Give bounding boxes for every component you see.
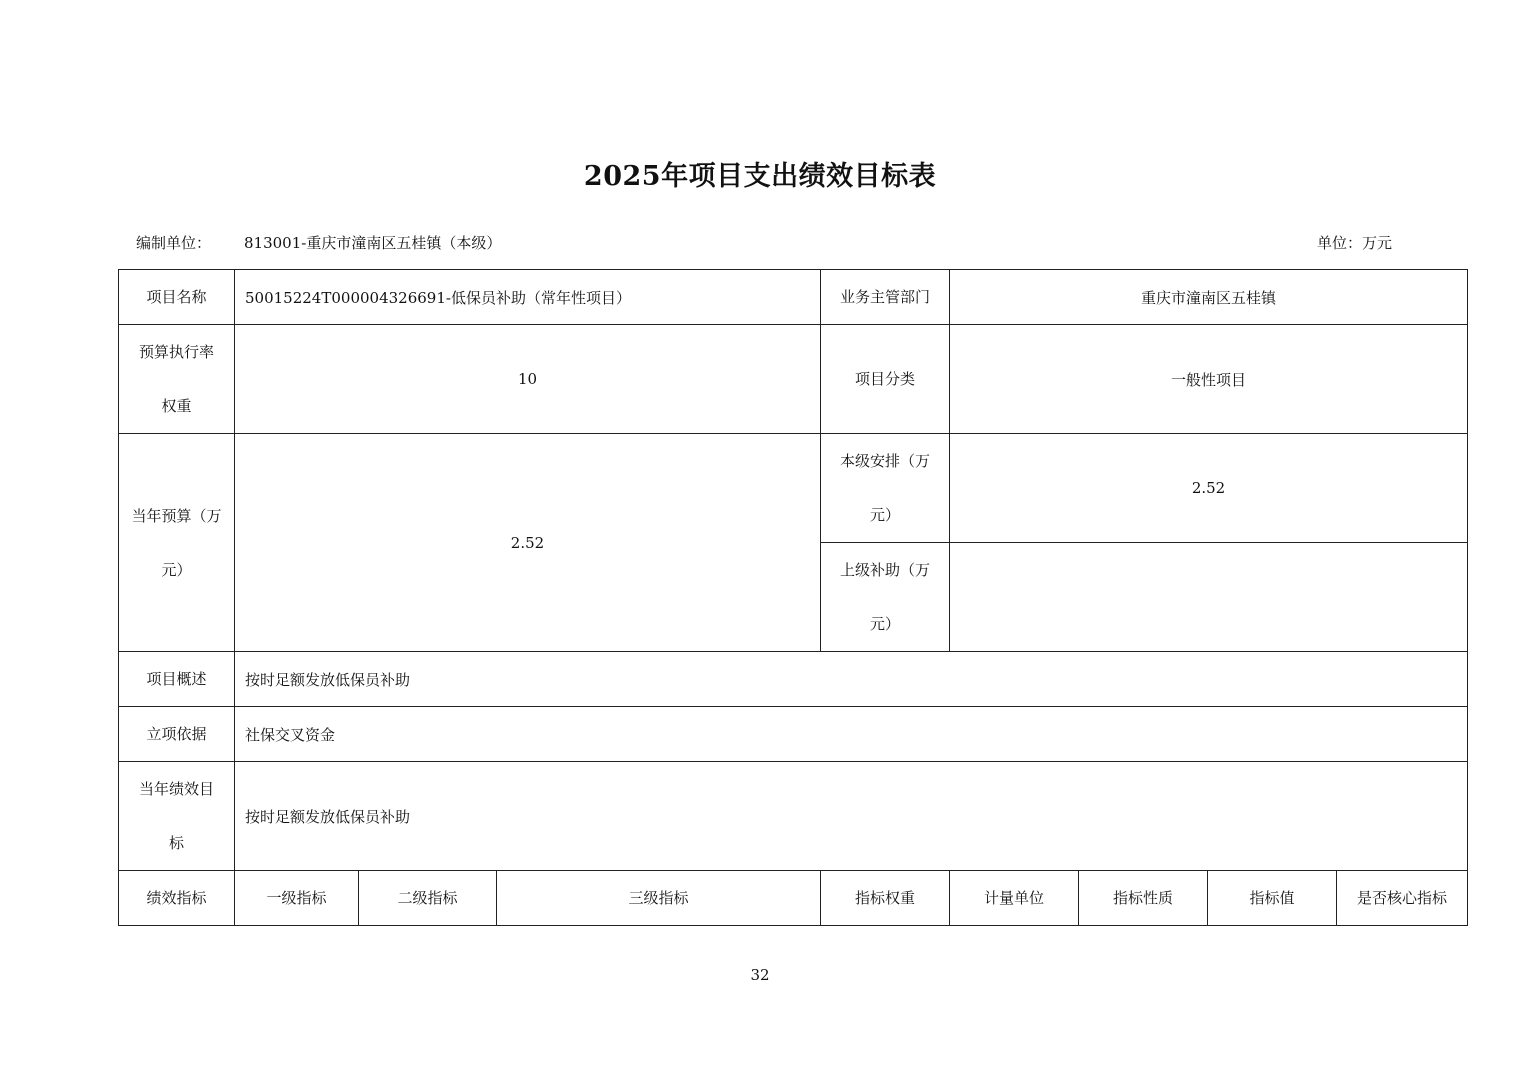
project-overview-value: 按时足额发放低保员补助	[235, 652, 1468, 707]
annual-goal-label-line-2: 标	[168, 834, 184, 852]
currency-unit-label: 单位：万元	[1316, 234, 1392, 252]
project-overview-label: 项目概述	[119, 652, 235, 707]
unit-name: 813001-重庆市潼南区五桂镇（本级）	[244, 234, 502, 252]
project-basis-value: 社保交叉资金	[235, 707, 1468, 762]
exec-rate-weight-label	[119, 325, 235, 434]
page-title: 2025年项目支出绩效目标表	[583, 161, 937, 192]
annual-goal-label	[119, 762, 235, 871]
exec-rate-weight-value: 10	[235, 325, 821, 434]
table-row	[119, 325, 1468, 434]
annual-budget-label-line-1: 当年预算（万	[131, 506, 222, 525]
unit-label: 编制单位：	[136, 234, 212, 252]
upper-subsidy-label-line-1: 上级补助（万	[840, 561, 931, 579]
table-row	[119, 762, 1468, 871]
indicator-header-unit: 计量单位	[950, 871, 1079, 926]
annual-budget-value: 2.52	[235, 434, 821, 652]
project-name-value: 50015224T000004326691-低保员补助（常年性项目）	[235, 270, 821, 325]
annual-budget-label	[119, 434, 235, 652]
project-basis-label: 立项依据	[119, 707, 235, 762]
local-allocation-value: 2.52	[950, 434, 1468, 543]
indicator-header-nature: 指标性质	[1079, 871, 1208, 926]
table-row	[119, 652, 1468, 707]
indicator-header-row	[119, 871, 1468, 926]
project-name-label: 项目名称	[119, 270, 235, 325]
indicator-header-core: 是否核心指标	[1337, 871, 1468, 926]
upper-subsidy-value	[950, 543, 1468, 652]
table-row	[119, 707, 1468, 762]
indicator-header-performance: 绩效指标	[119, 871, 235, 926]
exec-rate-label-line-1: 预算执行率	[138, 343, 214, 361]
upper-subsidy-label-line-2: 元）	[870, 615, 901, 633]
exec-rate-label-line-2: 权重	[161, 397, 192, 415]
performance-target-table	[118, 269, 1468, 926]
indicator-header-level-3: 三级指标	[497, 871, 821, 926]
indicator-header-level-1: 一级指标	[235, 871, 359, 926]
category-label: 项目分类	[821, 325, 950, 434]
local-allocation-label-line-2: 元）	[870, 506, 901, 524]
category-value: 一般性项目	[950, 325, 1468, 434]
page-number: 32	[750, 966, 770, 984]
indicator-header-value: 指标值	[1208, 871, 1337, 926]
table-row	[119, 270, 1468, 325]
annual-goal-value: 按时足额发放低保员补助	[235, 762, 1468, 871]
department-label: 业务主管部门	[821, 270, 950, 325]
indicator-header-weight: 指标权重	[821, 871, 950, 926]
department-value: 重庆市潼南区五桂镇	[950, 270, 1468, 325]
annual-budget-label-line-2: 元）	[161, 560, 192, 579]
indicator-header-level-2: 二级指标	[359, 871, 497, 926]
local-allocation-label	[821, 434, 950, 543]
local-allocation-label-line-1: 本级安排（万	[840, 452, 931, 470]
table-row	[119, 434, 1468, 543]
annual-goal-label-line-1: 当年绩效目	[138, 780, 214, 798]
upper-subsidy-label	[821, 543, 950, 652]
